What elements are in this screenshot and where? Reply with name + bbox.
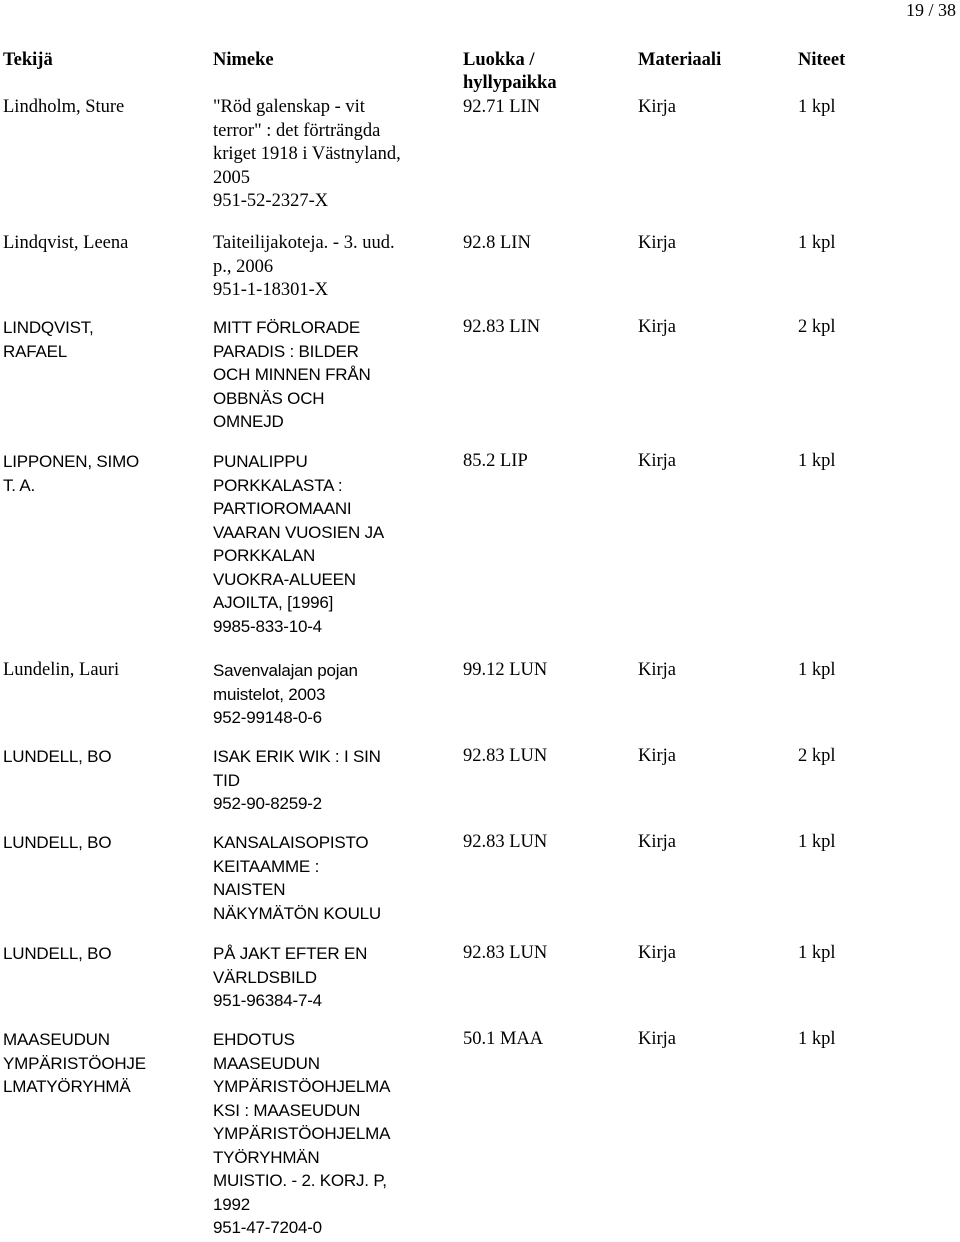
cell-title: "Röd galenskap - vit terror" : det förträngda kriget 1918 i Västnyland, 2005 951-52-2327-X [213, 97, 401, 211]
cell-author: LUNDELL, BO [3, 747, 112, 766]
cell-class: 92.83 LUN [463, 832, 548, 852]
cell-author: LUNDELL, BO [3, 833, 112, 852]
table-row [0, 96, 960, 232]
cell-material: Kirja [638, 746, 677, 766]
header-author: Tekijä [3, 50, 53, 70]
header-class-line1: Luokka / [463, 50, 535, 70]
cell-class: 92.71 LIN [463, 97, 541, 117]
cell-title: PUNALIPPU PORKKALASTA : PARTIOROMAANI VAARAN VUOSIEN JA PORKKALAN VUOKRA-ALUEEN AJOILTA, [1996] 9985-833-10-4 [213, 452, 385, 636]
cell-copies: 1 kpl [798, 1029, 836, 1049]
cell-class: 50.1 MAA [463, 1029, 544, 1049]
cell-class: 85.2 LIP [463, 451, 528, 471]
cell-class: 92.83 LUN [463, 746, 548, 766]
header-title: Nimeke [213, 50, 274, 70]
cell-material: Kirja [638, 1029, 677, 1049]
header-class [463, 49, 557, 95]
cell-material: Kirja [638, 451, 677, 471]
cell-author: LIPPONEN, SIMO T. A. [3, 452, 140, 495]
cell-class: 92.8 LIN [463, 233, 531, 253]
cell-material: Kirja [638, 943, 677, 963]
cell-copies: 1 kpl [798, 97, 836, 117]
cell-material: Kirja [638, 317, 677, 337]
table-row [0, 316, 960, 450]
cell-class: 92.83 LUN [463, 943, 548, 963]
cell-title: EHDOTUS MAASEUDUN YMPÄRISTÖOHJELMA KSI : MAASEUDUN YMPÄRISTÖOHJELMA TYÖRYHMÄN MUISTIO. - 2. KORJ. P, 1992 951-47-7204-0 [213, 1030, 391, 1237]
cell-material: Kirja [638, 660, 677, 680]
cell-copies: 1 kpl [798, 660, 836, 680]
table-row [0, 450, 960, 659]
cell-title: Taiteilijakoteja. - 3. uud. p., 2006 951-1-18301-X [213, 233, 395, 300]
cell-title: PÅ JAKT EFTER EN VÄRLDSBILD 951-96384-7-4 [213, 944, 368, 1010]
cell-copies: 2 kpl [798, 317, 836, 337]
table-row [0, 942, 960, 1028]
cell-material: Kirja [638, 97, 677, 117]
cell-copies: 1 kpl [798, 451, 836, 471]
cell-title: Savenvalajan pojan muistelot, 2003 952-99148-0-6 [213, 661, 358, 727]
cell-copies: 2 kpl [798, 746, 836, 766]
table-row [0, 745, 960, 831]
cell-title: ISAK ERIK WIK : I SIN TID 952-90-8259-2 [213, 747, 381, 813]
cell-author: LINDQVIST, RAFAEL [3, 318, 94, 361]
cell-copies: 1 kpl [798, 832, 836, 852]
cell-material: Kirja [638, 832, 677, 852]
cell-author: Lundelin, Lauri [3, 660, 120, 680]
table-row [0, 1028, 960, 1242]
cell-copies: 1 kpl [798, 233, 836, 253]
header-material: Materiaali [638, 50, 722, 70]
cell-author: Lindqvist, Leena [3, 233, 129, 253]
cell-author: LUNDELL, BO [3, 944, 112, 963]
cell-author: Lindholm, Sture [3, 97, 125, 117]
table-row [0, 232, 960, 316]
table-row [0, 831, 960, 942]
cell-title: KANSALAISOPISTO KEITAAMME : NAISTEN NÄKYMÄTÖN KOULU [213, 833, 381, 923]
cell-class: 92.83 LIN [463, 317, 541, 337]
table-body [0, 96, 960, 1242]
cell-class: 99.12 LUN [463, 660, 548, 680]
table-row [0, 659, 960, 745]
page-number: 19 / 38 [905, 0, 956, 20]
header-copies: Niteet [798, 50, 846, 70]
cell-title: MITT FÖRLORADE PARADIS : BILDER OCH MINNEN FRÅN OBBNÄS OCH OMNEJD [213, 318, 371, 431]
header-class-line2: hyllypaikka [463, 73, 557, 93]
cell-material: Kirja [638, 233, 677, 253]
cell-author: MAASEUDUN YMPÄRISTÖOHJE LMATYÖRYHMÄ [3, 1030, 146, 1096]
cell-copies: 1 kpl [798, 943, 836, 963]
